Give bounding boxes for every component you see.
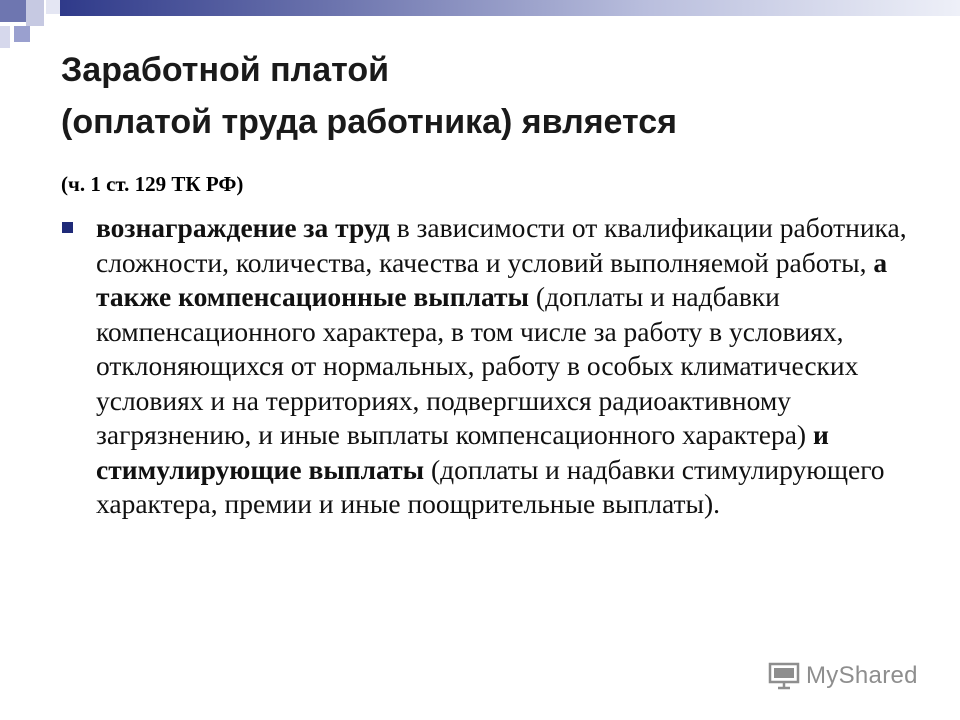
myshared-watermark — [768, 660, 918, 692]
decor-square — [0, 26, 10, 48]
term-incentive-payments: и стимулирующие выплаты — [96, 419, 829, 485]
presentation-board-icon — [768, 661, 800, 691]
decor-square — [14, 26, 30, 42]
law-reference: (ч. 1 ст. 129 ТК РФ) — [61, 172, 244, 196]
title-line-1: Заработной платой — [61, 51, 390, 89]
text-segment: (доплаты и надбавки стимулирующего характера, премии и иные поощрительные выплаты). — [96, 453, 885, 519]
slide-title — [61, 44, 921, 148]
header-gradient-bar — [60, 0, 960, 16]
decor-square — [26, 0, 44, 26]
text-segment: в зависимости от квалификации работника, сложности, количества, качества и условий выполняемой работы, — [96, 212, 907, 278]
definition-paragraph — [96, 211, 926, 522]
watermark-text: MyShared — [806, 662, 918, 689]
text-segment: (доплаты и надбавки компенсационного характера, в том числе за работу в условиях, отклоняющихся от нормальных, работу в особых климатических условиях и на территориях, подвергшихся радиоактивному загрязнению, и иные выплаты компенсационного характера) — [96, 281, 859, 450]
bullet-square-icon — [62, 222, 73, 233]
title-line-2: (оплатой труда работника) является — [61, 103, 677, 141]
term-remuneration: вознаграждение за труд — [96, 212, 390, 243]
term-compensation-payments: а также компенсационные выплаты — [96, 246, 888, 312]
decor-square — [0, 0, 26, 22]
